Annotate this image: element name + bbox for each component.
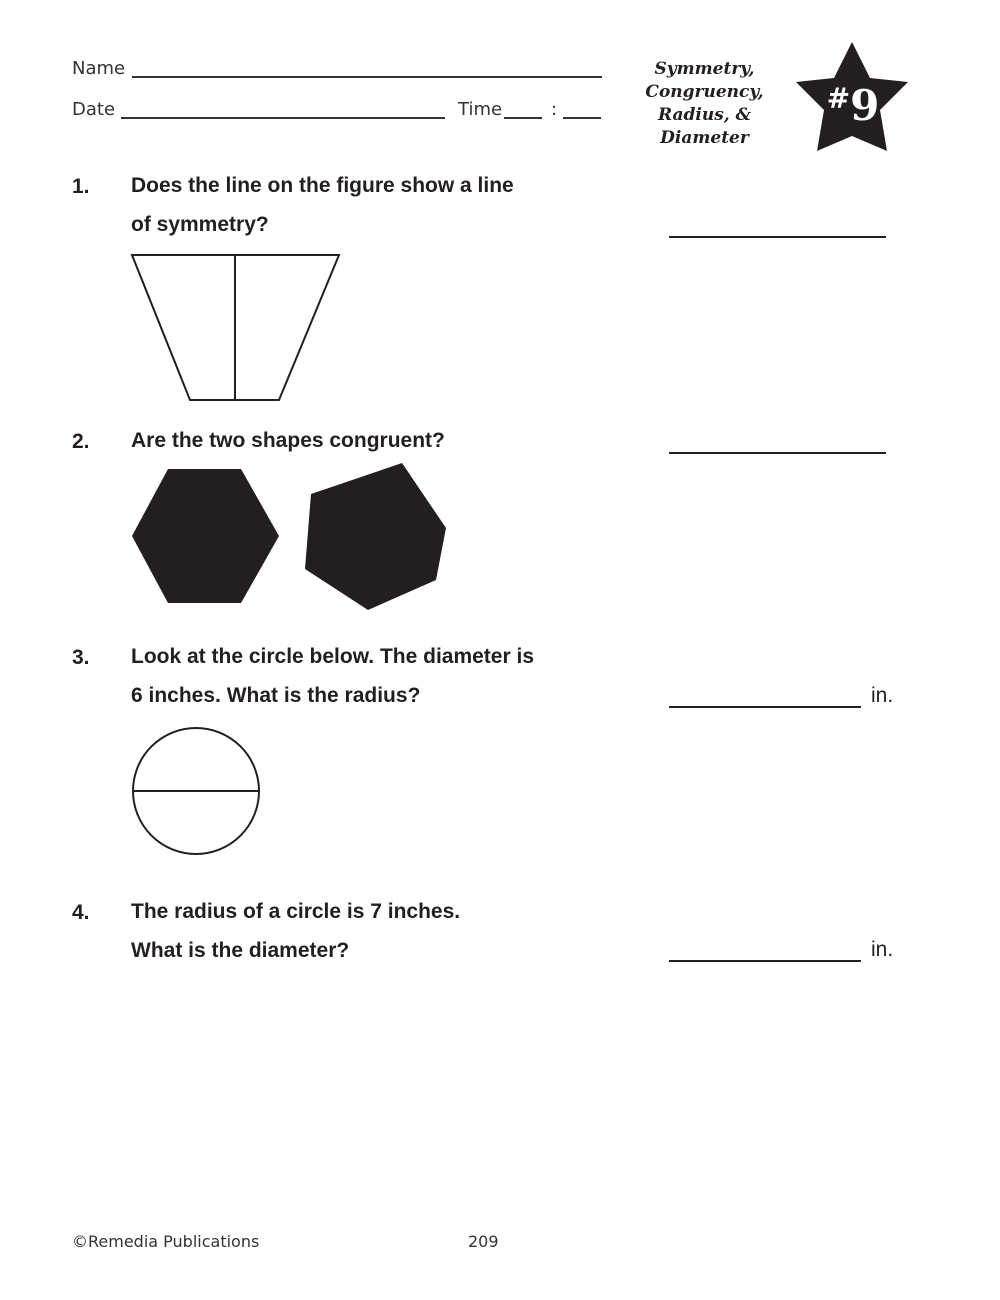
circle-diameter-figure [128,724,264,858]
worksheet-title [612,58,797,150]
title-line: Radius, & Diameter [658,105,751,148]
name-label: Name [72,58,126,79]
answer-3-field[interactable] [669,706,861,708]
copyright: ©Remedia Publications [72,1232,260,1251]
hexagon-right [305,463,446,610]
title-line: Symmetry, [654,59,755,79]
question-line: Are the two shapes congruent? [131,429,445,452]
question-2-text [131,421,651,460]
hexagon-figure [128,462,452,614]
date-field[interactable] [121,117,445,119]
question-line: What is the diameter? [131,939,350,962]
time-hours-field[interactable] [504,117,542,119]
question-3-number: 3. [72,646,90,669]
question-line: Look at the circle below. The diameter is [131,645,534,668]
question-2-number: 2. [72,430,90,453]
question-1-text [131,166,651,244]
answer-1-field[interactable] [669,236,886,238]
question-line: of symmetry? [131,213,269,236]
question-4-number: 4. [72,901,90,924]
title-line: Congruency, [645,82,764,102]
page-number: 209 [468,1232,499,1251]
time-label: Time [458,99,503,120]
question-4-text [131,892,651,970]
badge-hash: # [826,82,851,115]
time-minutes-field[interactable] [563,117,601,119]
answer-4-unit: in. [871,938,894,961]
question-3-text [131,637,651,715]
question-line: The radius of a circle is 7 inches. [131,900,461,923]
trapezoid-figure [128,251,344,405]
date-label: Date [72,99,116,120]
time-separator: : [551,99,558,120]
question-1-number: 1. [72,175,90,198]
answer-4-field[interactable] [669,960,861,962]
name-field[interactable] [132,76,602,78]
badge-number: 9 [850,81,880,130]
question-line: 6 inches. What is the radius? [131,684,421,707]
worksheet-number [818,74,888,131]
hexagon-left [132,469,279,603]
answer-3-unit: in. [871,684,894,707]
question-line: Does the line on the figure show a line [131,174,514,197]
answer-2-field[interactable] [669,452,886,454]
